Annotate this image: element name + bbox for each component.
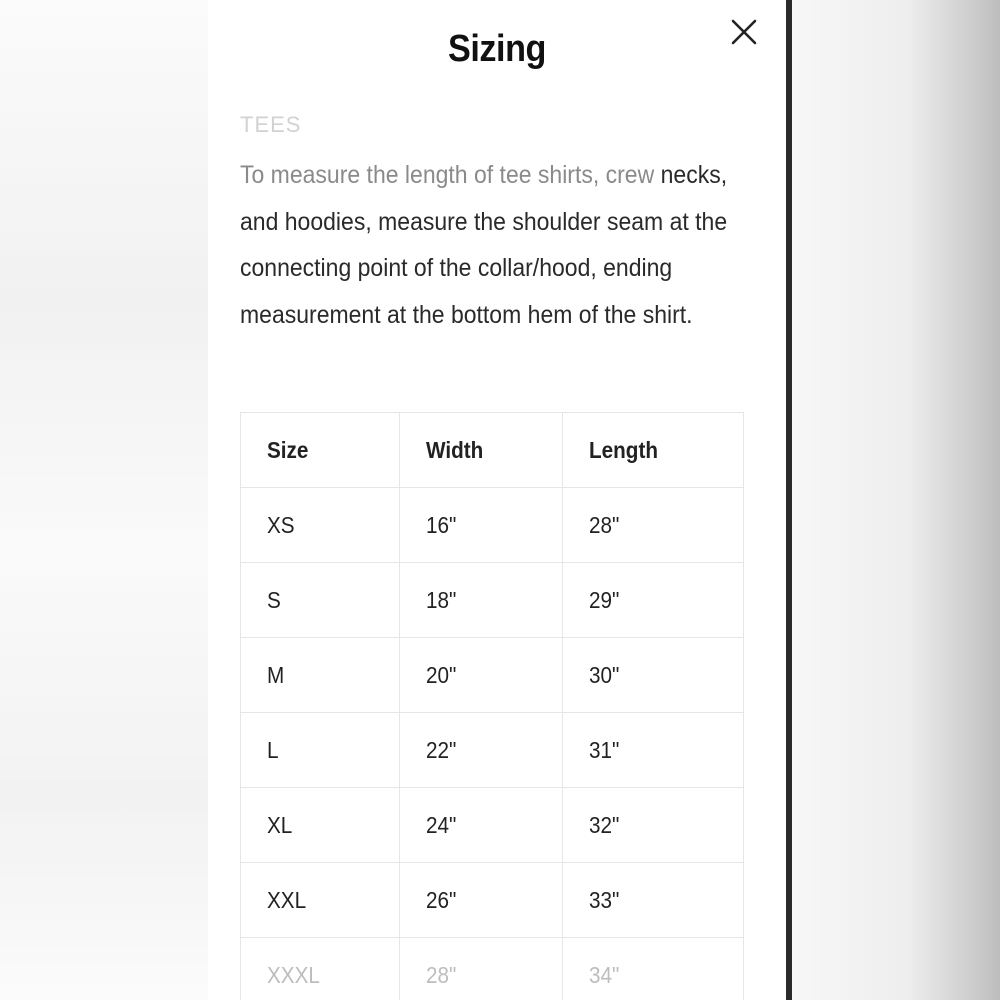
backdrop-right [792, 0, 1000, 1000]
sizing-modal [208, 0, 786, 1000]
cell-width: 22" [399, 713, 563, 788]
cell-width: 24" [399, 788, 563, 863]
table-row [241, 788, 744, 863]
cell-length: 33" [563, 863, 744, 938]
close-icon [726, 14, 762, 50]
header-size: Size [241, 413, 400, 488]
cell-length: 28" [563, 488, 744, 563]
modal-title: Sizing [447, 28, 546, 70]
size-chart-table [240, 412, 744, 1000]
table-row [241, 563, 744, 638]
table-row [241, 488, 744, 563]
description-faded-line: To measure the length of tee shirts, crew [240, 161, 655, 189]
cell-size: M [241, 638, 400, 713]
cell-size: XXL [241, 863, 400, 938]
table-header-row [241, 413, 744, 488]
cell-size: XS [241, 488, 400, 563]
cell-size: S [241, 563, 400, 638]
cell-width: 20" [399, 638, 563, 713]
description-main-text: necks, and hoodies, measure the shoulder seam at the connecting point of the collar/hood, ending measurement at the bottom hem of the shirt. [240, 161, 728, 329]
table-row [241, 638, 744, 713]
modal-content [240, 108, 746, 338]
cell-length: 34" [563, 938, 744, 1000]
cell-width: 26" [399, 863, 563, 938]
table-row [241, 938, 744, 1000]
section-label: TEES [240, 112, 302, 137]
backdrop-left [0, 0, 208, 1000]
cell-length: 31" [563, 713, 744, 788]
cell-size: XL [241, 788, 400, 863]
cell-length: 30" [563, 638, 744, 713]
header-length: Length [563, 413, 744, 488]
measurement-description [240, 152, 746, 338]
table-row [241, 863, 744, 938]
cell-size: L [241, 713, 400, 788]
cell-width: 18" [399, 563, 563, 638]
header-width: Width [399, 413, 563, 488]
cell-width: 28" [399, 938, 563, 1000]
device-edge [786, 0, 792, 1000]
cell-length: 32" [563, 788, 744, 863]
table-row [241, 713, 744, 788]
cell-size: XXXL [241, 938, 400, 1000]
cell-length: 29" [563, 563, 744, 638]
cell-width: 16" [399, 488, 563, 563]
close-button[interactable] [726, 14, 762, 50]
